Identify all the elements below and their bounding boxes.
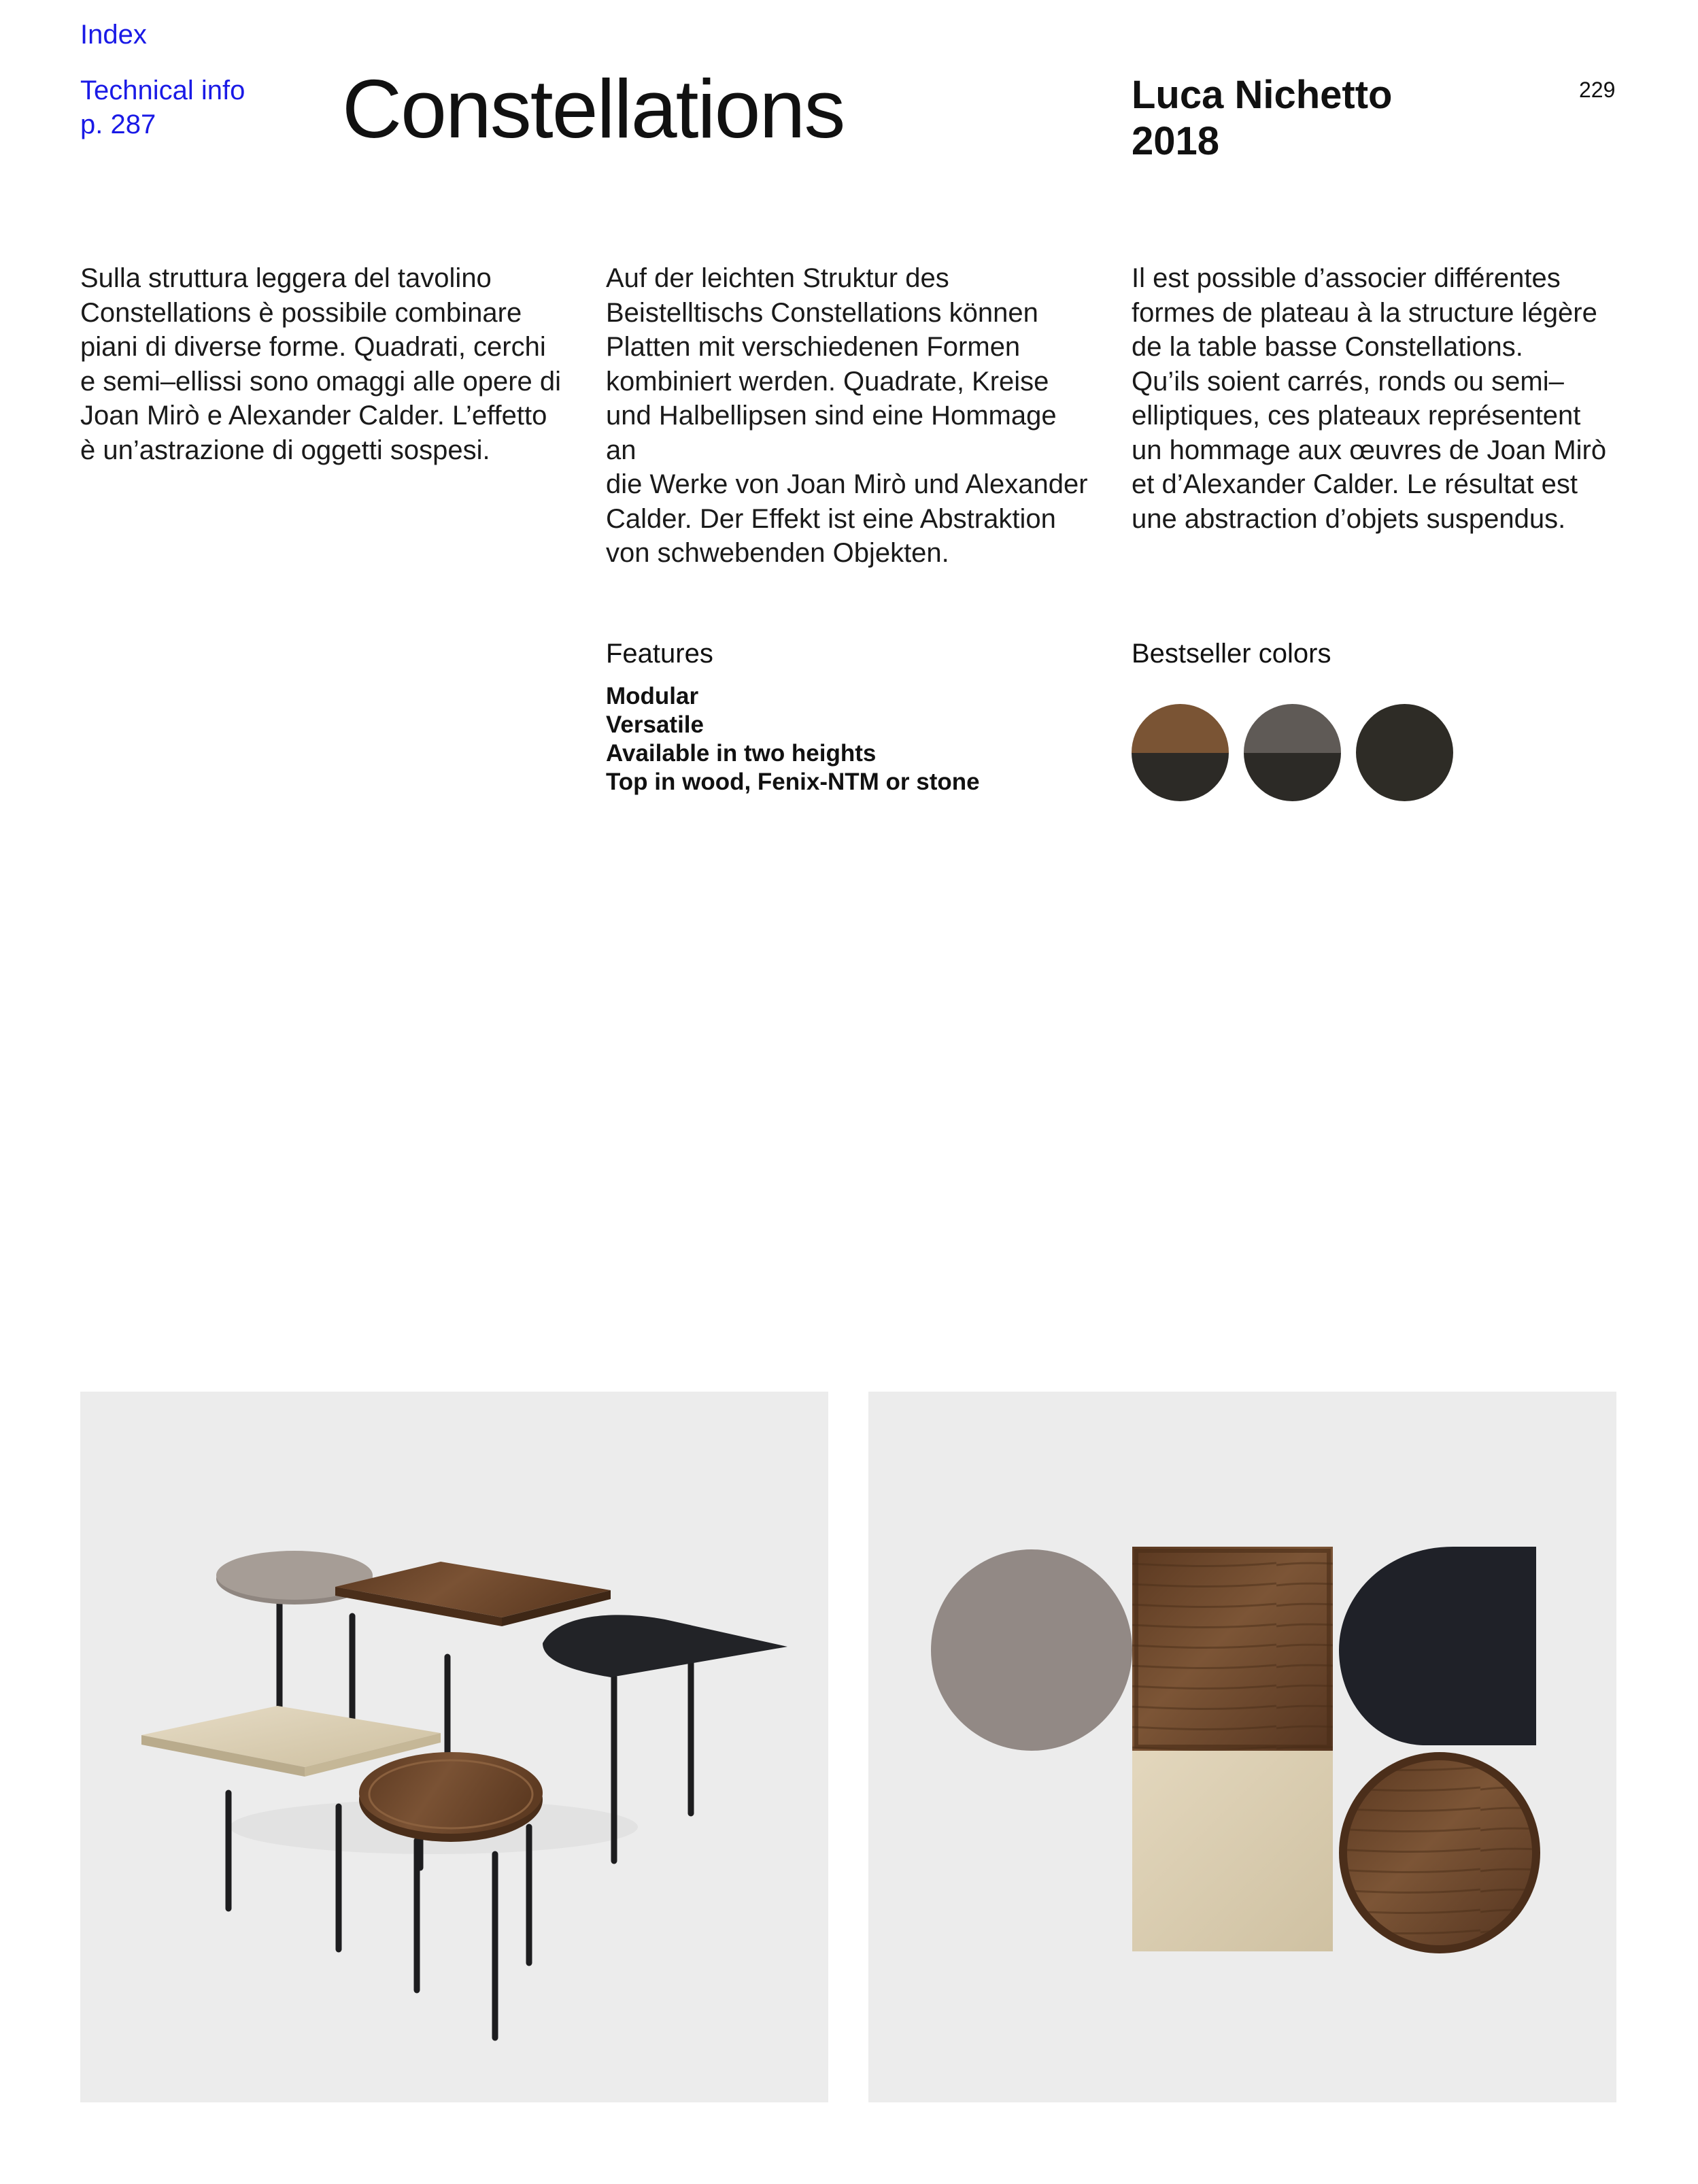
feature-item: Modular — [606, 683, 699, 709]
product-photo-top-view — [868, 1392, 1616, 2102]
swatch-grey — [1244, 704, 1341, 801]
feature-item: Top in wood, Fenix-NTM or stone — [606, 769, 980, 795]
text-line: Beistelltischs Constellations können — [606, 297, 1038, 328]
feature-item: Versatile — [606, 711, 704, 738]
text-line: Platten mit verschiedenen Formen — [606, 332, 1021, 362]
text-line: von schwebenden Objekten. — [606, 538, 949, 568]
text-line: piani di diverse forme. Quadrati, cerchi — [80, 332, 546, 362]
text-line: è un’astrazione di oggetti sospesi. — [80, 435, 490, 465]
swatch-bottom — [1244, 753, 1341, 802]
description-french — [1132, 261, 1614, 536]
text-line: une abstraction d’objets suspendus. — [1132, 503, 1566, 534]
text-line: de la table basse Constellations. — [1132, 332, 1523, 362]
design-year: 2018 — [1132, 119, 1220, 163]
page-number: 229 — [1579, 78, 1616, 102]
description-german — [606, 261, 1089, 571]
text-line: un hommage aux œuvres de Joan Mirò — [1132, 435, 1607, 465]
text-line: Il est possible d’associer différentes — [1132, 263, 1561, 293]
swatch-bottom — [1356, 753, 1453, 802]
tables-top-view-illustration — [868, 1392, 1616, 2102]
text-line: e semi–ellissi sono omaggi alle opere di — [80, 366, 562, 397]
text-line: kombiniert werden. Quadrate, Kreise — [606, 366, 1049, 397]
features-heading: Features — [606, 639, 713, 669]
swatch-black — [1356, 704, 1453, 801]
designer-block — [1132, 72, 1393, 165]
tables-perspective-illustration — [80, 1392, 828, 2102]
designer-name: Luca Nichetto — [1132, 73, 1393, 117]
swatch-top — [1356, 704, 1453, 753]
text-line: et d’Alexander Calder. Le résultat est — [1132, 469, 1578, 499]
text-line: Joan Mirò e Alexander Calder. L’effetto — [80, 401, 547, 431]
feature-item: Available in two heights — [606, 740, 877, 767]
features-list — [606, 682, 980, 796]
page-title: Constellations — [342, 63, 845, 155]
text-line: Qu’ils soient carrés, ronds ou semi– — [1132, 366, 1564, 397]
technical-info-page: p. 287 — [80, 110, 156, 139]
text-line: und Halbellipsen sind eine Hommage an — [606, 401, 1057, 465]
index-link[interactable]: Index — [80, 20, 147, 50]
color-swatches — [1132, 704, 1453, 801]
swatch-walnut — [1132, 704, 1229, 801]
swatch-top — [1244, 704, 1341, 753]
technical-info-label: Technical info — [80, 75, 245, 105]
bestseller-colors-heading: Bestseller colors — [1132, 639, 1331, 669]
text-line: Calder. Der Effekt ist eine Abstraktion — [606, 503, 1056, 534]
swatch-top — [1132, 704, 1229, 753]
technical-info-link[interactable] — [80, 73, 245, 141]
swatch-bottom — [1132, 753, 1229, 802]
description-italian — [80, 261, 563, 467]
product-photo-perspective — [80, 1392, 828, 2102]
text-line: Constellations è possibile combinare — [80, 297, 522, 328]
text-line: die Werke von Joan Mirò und Alexander — [606, 469, 1088, 499]
text-line: elliptiques, ces plateaux représentent — [1132, 401, 1581, 431]
text-line: Sulla struttura leggera del tavolino — [80, 263, 492, 293]
text-line: formes de plateau à la structure légère — [1132, 297, 1597, 328]
text-line: Auf der leichten Struktur des — [606, 263, 949, 293]
